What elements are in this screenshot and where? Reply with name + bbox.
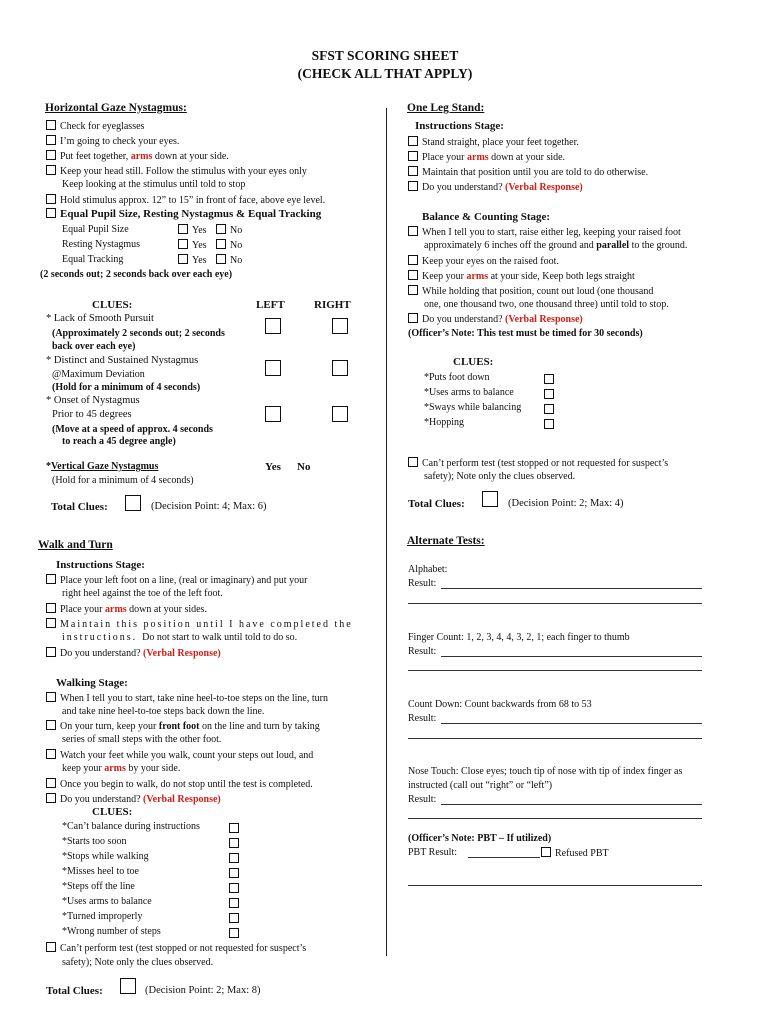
ols-bal-4: While holding that position, count out loud (one thousand xyxy=(408,285,653,297)
row-label: Equal Pupil Size xyxy=(62,224,129,235)
left-checkbox[interactable] xyxy=(265,318,281,334)
wat-clue: *Steps off the line xyxy=(62,881,135,892)
ols-decision: (Decision Point: 2; Max: 4) xyxy=(508,498,624,509)
pbt-line[interactable] xyxy=(408,885,702,886)
hgn-heading: Horizontal Gaze Nystagmus: xyxy=(45,102,187,114)
checkbox[interactable] xyxy=(46,135,56,145)
hgn-total-box[interactable] xyxy=(125,495,141,511)
checkbox[interactable] xyxy=(46,692,56,702)
checkbox[interactable] xyxy=(408,285,418,295)
hgn-item-hold-stimulus: Hold stimulus approx. 12” to 15” in front of face, above eye level. xyxy=(46,194,325,206)
wat-instr-3: Maintain this position until I have completed the xyxy=(46,618,353,630)
result-line[interactable] xyxy=(441,723,702,724)
ols-instructions-heading: Instructions Stage: xyxy=(415,120,504,132)
wat-heading: Walk and Turn xyxy=(38,539,113,551)
ols-clue: *Puts foot down xyxy=(424,372,490,383)
wat-walk-understand: Do you understand? (Verbal Response) xyxy=(46,793,221,805)
clue-onset: * Onset of Nystagmus xyxy=(46,395,140,406)
alt-nose-touch-b: instructed (call out “right” or “left”) xyxy=(408,780,553,791)
clue-note: back over each eye) xyxy=(52,341,136,352)
result-line[interactable] xyxy=(408,738,702,739)
ols-clues-title: CLUES: xyxy=(453,356,494,368)
pbt-result-line[interactable] xyxy=(468,857,540,858)
wat-clue-checkbox[interactable] xyxy=(229,838,239,848)
checkbox[interactable] xyxy=(46,208,56,218)
checkbox[interactable] xyxy=(408,457,418,467)
vgn-label: *Vertical Gaze Nystagmus xyxy=(46,461,159,472)
wat-clue-checkbox[interactable] xyxy=(229,898,239,908)
hgn-note: (2 seconds out; 2 seconds back over each eye) xyxy=(40,269,233,280)
wat-walk-3: Watch your feet while you walk, count your steps out loud, and xyxy=(46,749,313,761)
ols-clue: *Hopping xyxy=(424,417,464,428)
checkbox[interactable] xyxy=(408,181,418,191)
no-option[interactable]: No xyxy=(216,239,242,251)
result-line[interactable] xyxy=(441,656,702,657)
clue-line: @Maximum Deviation xyxy=(52,369,145,380)
wat-clue-checkbox[interactable] xyxy=(229,868,239,878)
wat-cant-perform: Can’t perform test (test stopped or not requested for suspect’s xyxy=(46,942,306,954)
wat-clue-checkbox[interactable] xyxy=(229,913,239,923)
checkbox[interactable] xyxy=(46,749,56,759)
hgn-item-eyeglasses: Check for eyeglasses xyxy=(46,120,144,132)
wat-clue: *Turned improperly xyxy=(62,911,143,922)
hgn-clues-title: CLUES: xyxy=(92,299,133,311)
wat-cant-perform-b: safety); Note only the clues observed. xyxy=(62,957,214,968)
ols-cant-perform-b: safety); Note only the clues observed. xyxy=(424,471,576,482)
alt-result-label: Result: xyxy=(408,713,437,724)
wat-clue: *Misses heel to toe xyxy=(62,866,139,877)
alt-finger-count: Finger Count: 1, 2, 3, 4, 4, 3, 2, 1; each finger to thumb xyxy=(408,632,630,643)
row-label: Equal Tracking xyxy=(62,254,124,265)
result-line[interactable] xyxy=(441,804,702,805)
alt-pbt-note: (Officer’s Note: PBT – If utilized) xyxy=(408,833,552,844)
checkbox[interactable] xyxy=(46,942,56,952)
clue-smooth-pursuit: * Lack of Smooth Pursuit xyxy=(46,313,154,324)
result-line[interactable] xyxy=(408,670,702,671)
ols-heading: One Leg Stand: xyxy=(407,102,485,114)
hgn-item-head-still: Keep your head still. Follow the stimulus with your eyes only xyxy=(46,165,307,177)
alt-count-down: Count Down: Count backwards from 68 to 53 xyxy=(408,699,592,710)
yes-option[interactable]: Yes xyxy=(178,224,207,236)
ols-bal-2: Keep your eyes on the raised foot. xyxy=(408,255,559,267)
ols-instr-1: Stand straight, place your feet together. xyxy=(408,136,579,148)
wat-clue-checkbox[interactable] xyxy=(229,853,239,863)
checkbox[interactable] xyxy=(541,847,551,857)
ols-instr-3: Maintain that position until you are told to do otherwise. xyxy=(408,166,648,178)
wat-clues-title: CLUES: xyxy=(92,806,133,818)
ols-balance-heading: Balance & Counting Stage: xyxy=(422,211,551,223)
row-label: Resting Nystagmus xyxy=(62,239,141,250)
hgn-item-check-eyes: I’m going to check your eyes. xyxy=(46,135,179,147)
hgn-decision: (Decision Point: 4; Max: 6) xyxy=(151,501,267,512)
checkbox[interactable] xyxy=(46,165,56,175)
column-divider xyxy=(386,108,387,956)
vgn-no[interactable]: No xyxy=(297,461,311,473)
ols-clue-checkbox[interactable] xyxy=(544,389,554,399)
checkbox[interactable] xyxy=(408,313,418,323)
result-line[interactable] xyxy=(408,818,702,819)
ols-bal-3: Keep your arms at your side, Keep both legs straight xyxy=(408,270,635,282)
checkbox[interactable] xyxy=(46,720,56,730)
checkbox[interactable] xyxy=(46,778,56,788)
wat-instr-1: Place your left foot on a line, (real or imaginary) and put your xyxy=(46,574,307,586)
checkbox[interactable] xyxy=(46,618,56,628)
right-checkbox[interactable] xyxy=(332,318,348,334)
clue-line: Prior to 45 degrees xyxy=(52,409,132,420)
no-option[interactable]: No xyxy=(216,254,242,266)
yes-option[interactable]: Yes xyxy=(178,239,207,251)
ols-bal-4b: one, one thousand two, one thousand three) until told to stop. xyxy=(424,299,669,310)
right-checkbox[interactable] xyxy=(332,406,348,422)
checkbox[interactable] xyxy=(46,574,56,584)
wat-understand: Do you understand? (Verbal Response) xyxy=(46,647,221,659)
wat-clue-checkbox[interactable] xyxy=(229,823,239,833)
ols-bal-1b: approximately 6 inches off the ground and parallel to the ground. xyxy=(424,240,688,251)
page-title: SFST SCORING SHEET xyxy=(311,48,459,63)
ols-bal-1: When I tell you to start, raise either leg, keeping your raised foot xyxy=(408,226,681,238)
clue-note: (Hold for a minimum of 4 seconds) xyxy=(52,382,201,393)
checkbox[interactable] xyxy=(46,120,56,130)
left-checkbox[interactable] xyxy=(265,360,281,376)
hgn-item-keep-looking: Keep looking at the stimulus until told to stop xyxy=(62,179,246,190)
ols-clue: *Uses arms to balance xyxy=(424,387,514,398)
checkbox[interactable] xyxy=(46,150,56,160)
wat-clue-checkbox[interactable] xyxy=(229,928,239,938)
page-subtitle: (CHECK ALL THAT APPLY) xyxy=(297,66,473,81)
checkbox[interactable] xyxy=(408,136,418,146)
vgn-note: (Hold for a minimum of 4 seconds) xyxy=(52,475,194,486)
wat-clue: *Uses arms to balance xyxy=(62,896,152,907)
ols-clue-checkbox[interactable] xyxy=(544,404,554,414)
alt-nose-touch: Nose Touch: Close eyes; touch tip of nose with tip of index finger as xyxy=(408,766,683,777)
clue-note: to reach a 45 degree angle) xyxy=(62,436,176,447)
wat-clue: *Can’t balance during instructions xyxy=(62,821,200,832)
wat-walk-1: When I tell you to start, take nine heel-to-toe steps on the line, turn xyxy=(46,692,328,704)
checkbox[interactable] xyxy=(408,151,418,161)
hgn-total-label: Total Clues: xyxy=(51,501,108,513)
wat-decision: (Decision Point: 2; Max: 8) xyxy=(145,985,261,996)
ols-clue-checkbox[interactable] xyxy=(544,374,554,384)
right-column-label: RIGHT xyxy=(314,299,351,311)
checkbox[interactable] xyxy=(46,603,56,613)
wat-total-label: Total Clues: xyxy=(46,985,103,997)
checkbox[interactable] xyxy=(46,793,56,803)
wat-instructions-heading: Instructions Stage: xyxy=(56,559,145,571)
wat-walk-2b: series of small steps with the other foot. xyxy=(62,734,222,745)
wat-walk-1b: and take nine heel-to-toe steps back down the line. xyxy=(62,706,265,717)
wat-clue: *Wrong number of steps xyxy=(62,926,161,937)
ols-instr-2: Place your arms down at your side. xyxy=(408,151,565,163)
alt-result-label: Result: xyxy=(408,578,437,589)
no-option[interactable]: No xyxy=(216,224,242,236)
alt-pbt-result: PBT Result: xyxy=(408,847,457,858)
clue-note: (Move at a speed of approx. 4 seconds xyxy=(52,424,213,435)
ols-total-box[interactable] xyxy=(482,491,498,507)
vgn-yes[interactable]: Yes xyxy=(265,461,281,473)
checkbox[interactable] xyxy=(46,194,56,204)
wat-instr-1b: right heel against the toe of the left foot. xyxy=(62,588,223,599)
wat-walk-2: On your turn, keep your front foot on the line and turn by taking xyxy=(46,720,320,732)
ols-clue-checkbox[interactable] xyxy=(544,419,554,429)
alt-refused-pbt: Refused PBT xyxy=(541,847,609,859)
wat-walk-3b: keep your arms by your side. xyxy=(62,763,181,774)
ols-clue: *Sways while balancing xyxy=(424,402,522,413)
result-line[interactable] xyxy=(408,603,702,604)
wat-walk-4: Once you begin to walk, do not stop until the test is completed. xyxy=(46,778,313,790)
result-line[interactable] xyxy=(441,588,702,589)
yes-option[interactable]: Yes xyxy=(178,254,207,266)
checkbox[interactable] xyxy=(408,166,418,176)
alt-alphabet: Alphabet: xyxy=(408,564,448,575)
wat-clue: *Stops while walking xyxy=(62,851,149,862)
ols-bal-understand: Do you understand? (Verbal Response) xyxy=(408,313,583,325)
wat-walking-heading: Walking Stage: xyxy=(56,677,128,689)
wat-clue: *Starts too soon xyxy=(62,836,127,847)
clue-distinct-nystagmus: * Distinct and Sustained Nystagmus xyxy=(46,355,199,366)
ols-total-label: Total Clues: xyxy=(408,498,465,510)
clue-note: (Approximately 2 seconds out; 2 seconds xyxy=(52,328,225,339)
checkbox[interactable] xyxy=(408,270,418,280)
left-checkbox[interactable] xyxy=(265,406,281,422)
checkbox[interactable] xyxy=(408,255,418,265)
right-checkbox[interactable] xyxy=(332,360,348,376)
checkbox[interactable] xyxy=(408,226,418,236)
wat-instr-3b: instructions. Do not start to walk until told to do so. xyxy=(62,632,298,643)
wat-instr-2: Place your arms down at your sides. xyxy=(46,603,207,615)
alt-heading: Alternate Tests: xyxy=(407,535,485,547)
ols-officer-note: (Officer’s Note: This test must be timed for 30 seconds) xyxy=(408,328,643,339)
wat-total-box[interactable] xyxy=(120,978,136,994)
wat-clue-checkbox[interactable] xyxy=(229,883,239,893)
ols-understand: Do you understand? (Verbal Response) xyxy=(408,181,583,193)
hgn-item-feet-together: Put feet together, arms down at your side. xyxy=(46,150,229,162)
alt-result-label: Result: xyxy=(408,646,437,657)
hgn-equal-heading: Equal Pupil Size, Resting Nystagmus & Equal Tracking xyxy=(46,208,321,220)
left-column-label: LEFT xyxy=(256,299,285,311)
checkbox[interactable] xyxy=(46,647,56,657)
ols-cant-perform: Can’t perform test (test stopped or not requested for suspect’s xyxy=(408,457,668,469)
alt-result-label: Result: xyxy=(408,794,437,805)
